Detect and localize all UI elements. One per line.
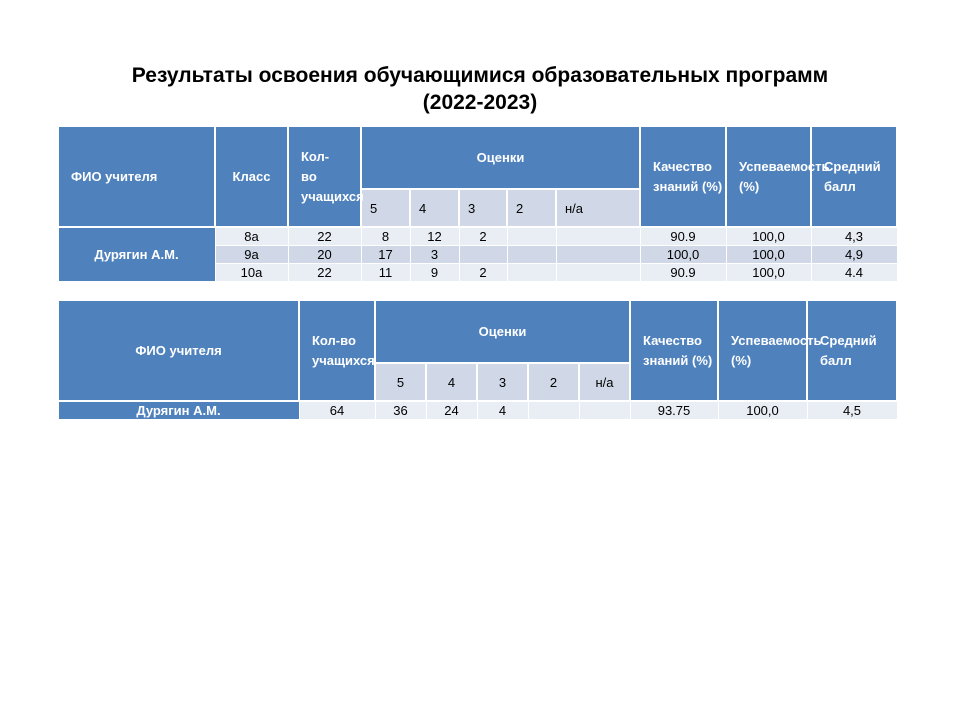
cell-g3: 2	[459, 227, 507, 245]
grade-col-3: 3	[477, 363, 528, 401]
header-class: Класс	[215, 126, 288, 227]
cell-na	[579, 401, 630, 419]
page-title	[0, 62, 960, 116]
header-teacher: ФИО учителя	[58, 126, 215, 227]
cell-count: 22	[288, 227, 361, 245]
cell-count: 22	[288, 263, 361, 281]
grade-col-na: н/а	[579, 363, 630, 401]
cell-na	[556, 245, 640, 263]
cell-class: 8а	[215, 227, 288, 245]
cell-quality: 90.9	[640, 263, 726, 281]
title-line-2: (2022-2023)	[422, 91, 538, 114]
cell-success: 100,0	[726, 227, 811, 245]
cell-g2	[507, 227, 556, 245]
grade-col-2: 2	[528, 363, 579, 401]
teacher-name: Дурягин А.М.	[58, 227, 215, 281]
teacher-name: Дурягин А.М.	[58, 401, 299, 419]
cell-quality: 93.75	[630, 401, 718, 419]
cell-g3: 4	[477, 401, 528, 419]
grade-col-4: 4	[410, 189, 459, 227]
cell-g3	[459, 245, 507, 263]
cell-avg: 4,3	[811, 227, 897, 245]
cell-quality: 100,0	[640, 245, 726, 263]
cell-g5: 17	[361, 245, 410, 263]
cell-avg: 4,9	[811, 245, 897, 263]
results-by-class-table	[57, 125, 898, 282]
header-success-rate: Успеваемость (%)	[718, 300, 807, 401]
cell-g2	[507, 245, 556, 263]
header-average-score: Средний балл	[807, 300, 897, 401]
header-quality: Качество знаний (%)	[640, 126, 726, 227]
cell-success: 100,0	[726, 263, 811, 281]
cell-avg: 4,5	[807, 401, 897, 419]
header-success-rate: Успеваемость (%)	[726, 126, 811, 227]
cell-g5: 8	[361, 227, 410, 245]
header-student-count: Кол-во учащихся	[299, 300, 375, 401]
cell-g4: 9	[410, 263, 459, 281]
table-row	[58, 401, 897, 419]
grade-col-4: 4	[426, 363, 477, 401]
cell-class: 10а	[215, 263, 288, 281]
cell-count: 64	[299, 401, 375, 419]
cell-na	[556, 227, 640, 245]
table-row	[58, 227, 897, 245]
cell-count: 20	[288, 245, 361, 263]
grade-col-5: 5	[361, 189, 410, 227]
header-grades: Оценки	[361, 126, 640, 189]
header-average-score: Средний балл	[811, 126, 897, 227]
cell-class: 9а	[215, 245, 288, 263]
cell-g4: 3	[410, 245, 459, 263]
cell-avg: 4.4	[811, 263, 897, 281]
header-teacher: ФИО учителя	[58, 300, 299, 401]
cell-quality: 90.9	[640, 227, 726, 245]
cell-g5: 11	[361, 263, 410, 281]
cell-g4: 12	[410, 227, 459, 245]
grade-col-2: 2	[507, 189, 556, 227]
cell-g5: 36	[375, 401, 426, 419]
cell-g4: 24	[426, 401, 477, 419]
cell-success: 100,0	[718, 401, 807, 419]
cell-g3: 2	[459, 263, 507, 281]
header-student-count: Кол-во учащихся	[288, 126, 361, 227]
title-line-1: Результаты освоения обучающимися образовательных программ	[131, 64, 829, 87]
grade-col-3: 3	[459, 189, 507, 227]
grade-col-na: н/а	[556, 189, 640, 227]
cell-success: 100,0	[726, 245, 811, 263]
header-quality: Качество знаний (%)	[630, 300, 718, 401]
cell-na	[556, 263, 640, 281]
cell-g2	[507, 263, 556, 281]
cell-g2	[528, 401, 579, 419]
header-grades: Оценки	[375, 300, 630, 363]
grade-col-5: 5	[375, 363, 426, 401]
results-summary-table	[57, 299, 898, 420]
